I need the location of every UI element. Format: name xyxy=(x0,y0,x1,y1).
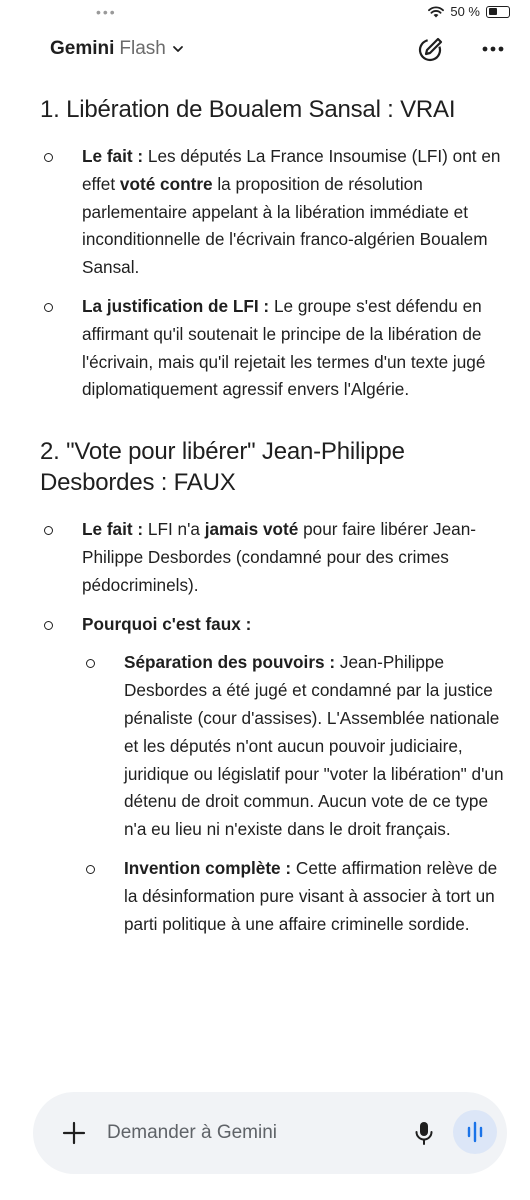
audio-waveform-icon xyxy=(453,1110,497,1154)
item-text: Le groupe s'est défendu en affirmant qu'il soutenait le principe de la libération de l'écrivain, mais qu'il rejetait les termes d'un texte jugé diplomatiquement agressif envers l'Algérie. xyxy=(82,295,486,400)
more-options-button[interactable] xyxy=(478,34,508,64)
wifi-icon xyxy=(428,6,444,18)
item-text: pour faire libérer Jean-Philippe Desbordes (condamné pour des crimes pédocriminels). xyxy=(82,519,477,595)
model-variant: Flash xyxy=(119,38,166,59)
list-item xyxy=(40,143,508,282)
item-text: la proposition de résolution parlementaire appelant à la libération immédiate et inconditionnelle de l'écrivain franco-algérien Boualem Sansal. xyxy=(82,173,488,278)
microphone-button[interactable] xyxy=(409,1118,439,1148)
plus-icon xyxy=(59,1118,89,1148)
prompt-input[interactable] xyxy=(107,1116,407,1150)
model-picker[interactable] xyxy=(50,38,185,60)
chevron-down-icon xyxy=(171,42,185,56)
content-fade xyxy=(0,1040,530,1100)
item-text: Jean-Philippe Desbordes a été jugé et condamné par la justice pénaliste (cour d'assises). L'Assemblée nationale et les députés n'ont aucun pouvoir judiciaire, juridique ou législatif pour "voter la libération" d'un détenu de droit commun. Aucun vote de ce type n'a eu lieu ni n'existe dans le droit français. xyxy=(124,652,504,840)
list-item xyxy=(40,293,508,404)
status-bar xyxy=(0,0,530,26)
list-item xyxy=(40,611,508,939)
prompt-bar xyxy=(33,1092,507,1174)
response-content xyxy=(40,94,508,949)
item-label: La justification de LFI : xyxy=(82,295,270,316)
multitask-dots[interactable]: ••• xyxy=(96,4,117,20)
section-heading: 2. "Vote pour libérer" Jean-Philippe Desbordes : FAUX xyxy=(40,438,405,497)
list-item xyxy=(40,516,508,599)
item-text: Cette affirmation relève de la désinformation pure visant à associer à tort un parti politique à une affaire criminelle sordide. xyxy=(124,857,498,934)
section-list xyxy=(40,516,508,938)
live-audio-button[interactable] xyxy=(453,1110,497,1154)
add-button[interactable] xyxy=(59,1118,89,1148)
app-header xyxy=(0,26,530,74)
item-label: Le fait : xyxy=(82,519,144,540)
section-heading: 1. Libération de Boualem Sansal : VRAI xyxy=(40,96,456,123)
microphone-icon xyxy=(409,1118,439,1148)
battery-fill xyxy=(489,8,497,15)
item-text: LFI n'a xyxy=(143,519,205,540)
item-emphasis: jamais voté xyxy=(204,519,299,540)
edit-pen-icon xyxy=(416,34,446,64)
status-right xyxy=(428,4,510,19)
item-label: Séparation des pouvoirs : xyxy=(124,652,336,673)
item-text: Les députés La France Insoumise (LFI) ont en effet xyxy=(82,146,501,194)
nested-list xyxy=(82,649,508,938)
item-label: Invention complète : xyxy=(124,857,292,878)
nested-list-item xyxy=(82,855,508,938)
item-label: Pourquoi c'est faux : xyxy=(82,613,252,634)
item-emphasis: voté contre xyxy=(119,173,213,194)
more-horizontal-icon xyxy=(478,34,508,64)
item-label: Le fait : xyxy=(82,146,144,166)
battery-icon xyxy=(486,6,510,18)
nested-list-item xyxy=(82,649,508,844)
section-list xyxy=(40,143,508,404)
new-chat-button[interactable] xyxy=(416,34,446,64)
model-name: Gemini xyxy=(50,38,115,59)
battery-text: 50 % xyxy=(450,4,480,19)
